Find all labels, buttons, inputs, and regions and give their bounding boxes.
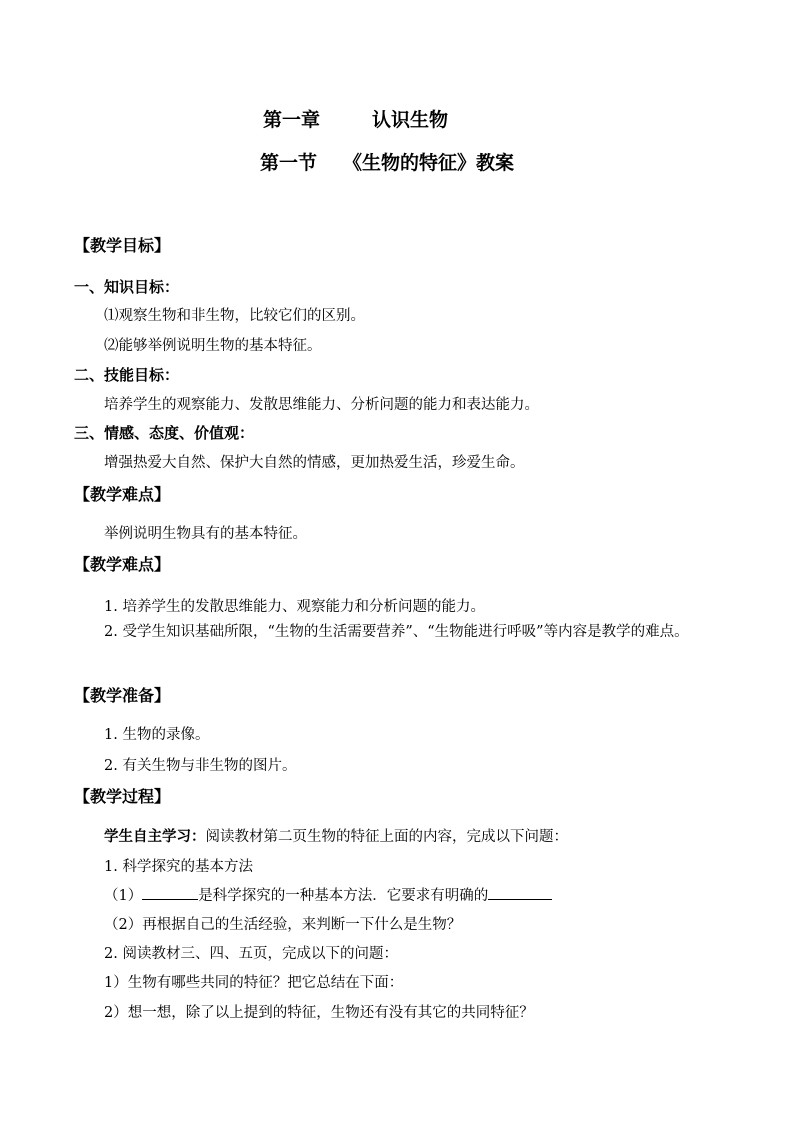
knowledge-heading: 一、知识目标：	[74, 278, 180, 296]
skills-text: 培养学生的观察能力、发散思维能力、分析问题的能力和表达能力。	[104, 397, 539, 413]
section-name: 《生物的特征》教案	[343, 152, 515, 174]
key-points-heading: 【教学难点】	[74, 485, 171, 504]
difficulty-item: 2. 受学生知识基础所限，“生物的生活需要营养”、“生物能进行呼吸”等内容是教学的难点。	[104, 624, 689, 640]
knowledge-item: ⑴观察生物和非生物，比较它们的区别。	[104, 308, 365, 324]
section-title	[260, 148, 514, 175]
question-line: 2）想一想，除了以上提到的特征，生物还有没有其它的共同特征？	[104, 1005, 534, 1021]
section-number: 第一节	[260, 152, 318, 174]
knowledge-item: ⑵能够举例说明生物的基本特征。	[104, 338, 322, 354]
preparation-heading: 【教学准备】	[74, 686, 171, 705]
emotion-heading: 三、情感、态度、价值观：	[74, 424, 255, 442]
self-study-label: 学生自主学习：	[104, 829, 206, 845]
chapter-name: 认识生物	[372, 109, 449, 131]
difficulties-heading: 【教学难点】	[74, 555, 171, 574]
answer-blank[interactable]	[142, 885, 198, 900]
question-text: 是科学探究的一种基本方法．它要求有明确的	[198, 888, 489, 904]
preparation-item: 2. 有关生物与非生物的图片。	[104, 758, 297, 774]
key-points-text: 举例说明生物具有的基本特征。	[104, 526, 307, 542]
question-line: （2）再根据自己的生活经验，来判断一下什么是生物？	[104, 917, 462, 933]
process-item: 2. 阅读教材三、四、五页，完成以下的问题：	[104, 946, 398, 962]
chapter-number: 第一章	[263, 109, 321, 131]
process-heading: 【教学过程】	[74, 787, 171, 806]
chapter-title	[263, 105, 448, 132]
self-study-text: 阅读教材第二页生物的特征上面的内容，完成以下问题：	[205, 829, 568, 845]
skills-heading: 二、技能目标：	[74, 366, 180, 384]
self-study-line	[104, 825, 568, 846]
question-prefix: （1）	[104, 888, 143, 904]
preparation-item: 1. 生物的录像。	[104, 727, 210, 743]
process-item: 1. 科学探究的基本方法	[104, 859, 253, 875]
emotion-text: 增强热爱大自然、保护大自然的情感，更加热爱生活，珍爱生命。	[104, 455, 525, 471]
question-line	[104, 884, 552, 905]
answer-blank[interactable]	[488, 885, 552, 900]
question-line: 1）生物有哪些共同的特征？把它总结在下面：	[104, 975, 404, 991]
difficulty-item: 1. 培养学生的发散思维能力、观察能力和分析问题的能力。	[104, 599, 485, 615]
objectives-heading: 【教学目标】	[74, 236, 171, 255]
